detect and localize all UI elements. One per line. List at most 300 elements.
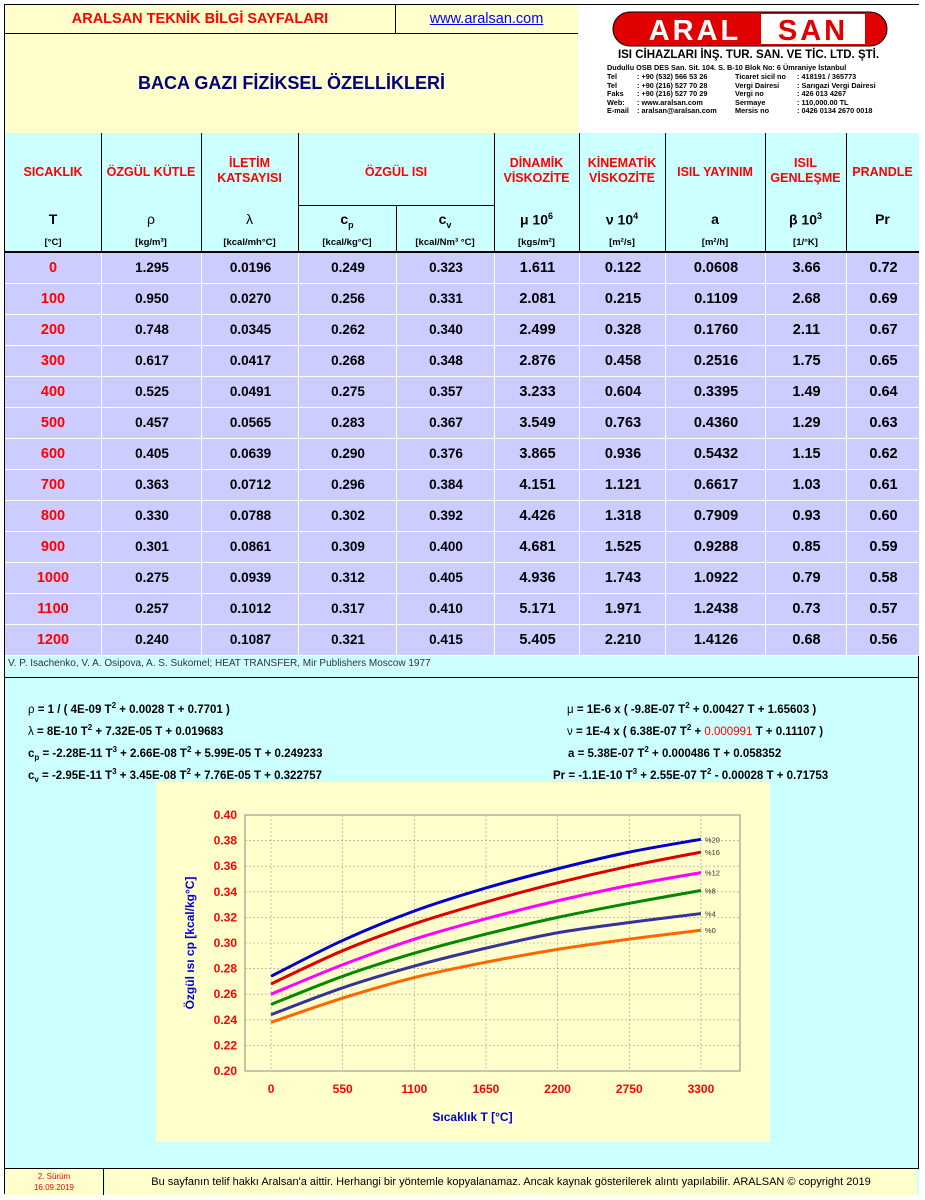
table-cell: 1.0922	[665, 563, 766, 593]
table-cell: 0.1012	[201, 594, 299, 624]
table-cell: 400	[40, 384, 66, 400]
series-label: %12	[704, 868, 720, 878]
contact-key: Sermaye	[735, 97, 766, 107]
formula-mu-sup: 2	[685, 701, 690, 710]
table-cell: 0.72	[846, 253, 920, 283]
column-divider	[494, 133, 495, 251]
header-ozgul-kutle: ÖZGÜL KÜTLE	[106, 165, 196, 179]
contact-info	[607, 73, 897, 116]
table-cell: 0.63	[846, 408, 920, 438]
table-cell: 900	[40, 539, 66, 555]
cp-cv-divider	[298, 205, 494, 206]
table-cell: 0.950	[101, 284, 202, 314]
formula-cp-sup3: 3	[112, 745, 117, 754]
contact-value: : +90 (216) 527 70 29	[637, 89, 708, 99]
contact-key: Web:	[607, 97, 625, 107]
table-cell: 0.60	[846, 501, 920, 531]
cp-chart-svg	[156, 782, 770, 1142]
version-date: 16.09.2019	[33, 1183, 75, 1192]
table-cell: 0	[48, 260, 58, 276]
contact-key: Vergi Dairesi	[735, 80, 780, 90]
symbol-pr: Pr	[875, 211, 890, 227]
logo-text-san: SAN	[777, 15, 849, 47]
header-iletim-line2: KATSAYISI	[217, 171, 282, 185]
table-row	[5, 346, 919, 377]
contact-key: Tel	[607, 72, 618, 81]
table-cell: 0.79	[765, 563, 847, 593]
symbol-beta	[765, 211, 846, 228]
x-tick-label: 3300	[687, 1082, 715, 1096]
formula-rho-lhs: ρ	[28, 703, 35, 716]
unit-label: [kcal/Nm³ °C]	[415, 237, 475, 248]
formula-mu-lhs: μ	[567, 703, 574, 716]
table-cell: 0.0939	[201, 563, 299, 593]
formula-nu	[567, 723, 823, 738]
contact-value: : 0426 0134 2670 0018	[797, 106, 873, 116]
reference-citation: V. P. Isachenko, V. A. Osipova, A. S. Sukomel; HEAT TRANSFER, Mir Publishers Moscow 1977	[8, 658, 431, 669]
contact-value: : 426 013 4267	[797, 89, 847, 99]
symbol-mu-base: μ 10	[519, 211, 548, 228]
table-cell: 0.323	[396, 253, 495, 283]
table-cell: 0.0270	[201, 284, 299, 314]
contact-value: : +90 (532) 566 53 26	[637, 72, 708, 81]
header-prandle: PRANDLE	[852, 165, 913, 179]
y-tick-label: 0.36	[213, 859, 237, 874]
unit-label: [m²/s]	[609, 237, 635, 248]
header-dinamik-line2: VİSKOZİTE	[503, 171, 570, 185]
header-sicaklik: SICAKLIK	[23, 165, 83, 179]
table-cell: 0.363	[101, 470, 202, 500]
footer	[5, 1168, 919, 1195]
contact-value: : www.aralsan.com	[637, 97, 703, 107]
formula-cv-sup3: 3	[112, 767, 117, 776]
table-cell: 0.290	[298, 439, 397, 469]
table-cell: 0.309	[298, 532, 397, 562]
table-cell: 4.681	[494, 532, 580, 562]
x-tick-label: 0	[267, 1082, 275, 1096]
header-isil-genlesme	[765, 156, 846, 186]
table-cell: 4.936	[494, 563, 580, 593]
unit-label: [kcal/mh°C]	[223, 237, 276, 248]
table-cell: 0.0861	[201, 532, 299, 562]
formula-cp-b: + 2.66E-08 T	[116, 747, 187, 760]
table-cell: 0.6617	[665, 470, 766, 500]
table-cell: 0.604	[579, 377, 666, 407]
table-cell: 0.400	[396, 532, 495, 562]
header-kinematik-line1: KİNEMATİK	[587, 156, 657, 170]
table-row	[5, 253, 919, 284]
formula-rho-a: = 1 / ( 4E-09 T	[34, 703, 112, 716]
table-cell: 0.2516	[665, 346, 766, 376]
header-isil-genlesme-line2: GENLEŞME	[770, 171, 841, 185]
table-cell: 0.302	[298, 501, 397, 531]
formula-lambda-lhs: λ	[28, 725, 34, 738]
symbol-cv-sub: v	[446, 219, 452, 230]
formula-nu-lhs: ν	[567, 725, 573, 738]
column-divider	[579, 133, 580, 251]
formula-pr-sup2: 2	[707, 767, 712, 776]
table-cell: 0.3395	[665, 377, 766, 407]
table-cell: 0.0565	[201, 408, 299, 438]
table-cell: 0.1109	[665, 284, 766, 314]
formulas-section	[5, 677, 919, 793]
table-cell: 4.426	[494, 501, 580, 531]
formula-cv-sup2: 2	[186, 767, 191, 776]
table-cell: 0.122	[579, 253, 666, 283]
table-cell: 0.9288	[665, 532, 766, 562]
table-cell: 3.66	[765, 253, 847, 283]
formula-pr-sup3: 3	[632, 767, 638, 776]
table-cell: 1.03	[765, 470, 847, 500]
formula-cv-b: + 3.45E-08 T	[116, 769, 187, 782]
table-cell: 2.876	[494, 346, 580, 376]
table-cell: 2.081	[494, 284, 580, 314]
formula-pr-c: - 0.00028 T + 0.71753	[711, 769, 829, 782]
symbol-lambda: λ	[246, 211, 253, 227]
table-cell: 0.93	[765, 501, 847, 531]
table-cell: 2.11	[765, 315, 847, 345]
series-label: %8	[704, 886, 716, 896]
table-cell: 0.301	[101, 532, 202, 562]
y-tick-label: 0.24	[213, 1012, 237, 1027]
x-tick-label: 2200	[544, 1082, 571, 1096]
y-axis-title: Özgül ısı cp [kcal/kg°C]	[183, 876, 197, 1010]
table-cell: 1.971	[579, 594, 666, 624]
symbol-t: T	[48, 211, 58, 227]
contact-row	[607, 107, 897, 116]
symbol-cp-sub: p	[348, 219, 354, 230]
symbol-beta-base: β 10	[788, 211, 817, 228]
y-tick-label: 0.38	[213, 833, 237, 848]
header-dinamik	[494, 156, 579, 186]
symbol-nu	[579, 211, 665, 228]
table-cell: 1.4126	[665, 625, 766, 655]
y-tick-label: 0.30	[213, 936, 237, 950]
symbol-cv-base: c	[438, 211, 447, 227]
table-cell: 0.457	[101, 408, 202, 438]
table-cell: 0.415	[396, 625, 495, 655]
table-cell: 0.1087	[201, 625, 299, 655]
table-cell: 1.2438	[665, 594, 766, 624]
table-cell: 0.0639	[201, 439, 299, 469]
table-row	[5, 625, 919, 656]
table-cell: 0.283	[298, 408, 397, 438]
table-cell: 0.376	[396, 439, 495, 469]
table-cell: 1100	[37, 601, 69, 617]
y-tick-label: 0.40	[213, 808, 237, 822]
table-cell: 0.67	[846, 315, 920, 345]
company-address: Dudullu OSB DES San. Sit. 104. S. B-10 Blok No: 6 Ümraniye İstanbul	[607, 63, 847, 72]
table-cell: 0.617	[101, 346, 202, 376]
series-label: %0	[704, 926, 716, 936]
table-cell: 0.68	[765, 625, 847, 655]
formula-rho	[28, 701, 230, 716]
table-header	[5, 133, 919, 251]
symbol-mu-sup: 6	[548, 211, 554, 221]
symbol-beta-sup: 3	[817, 211, 823, 221]
table-cell: 0.268	[298, 346, 397, 376]
table-row	[5, 594, 919, 625]
symbol-cp-base: c	[340, 211, 349, 227]
table-cell: 0.4360	[665, 408, 766, 438]
table-cell: 0.57	[846, 594, 920, 624]
table-cell: 1.29	[765, 408, 847, 438]
table-cell: 2.68	[765, 284, 847, 314]
table-cell: 0.275	[298, 377, 397, 407]
contact-value: : Sarıgazi Vergi Dairesi	[797, 80, 876, 90]
table-cell: 1.49	[765, 377, 847, 407]
header-iletim	[201, 156, 298, 186]
table-cell: 0.748	[101, 315, 202, 345]
series-label: %4	[704, 909, 716, 919]
symbol-cp	[298, 211, 396, 230]
company-full-name: ISI CİHAZLARI İNŞ. TUR. SAN. VE TİC. LTD. ŞTİ.	[617, 49, 880, 61]
table-cell: 0.405	[101, 439, 202, 469]
table-cell: 0.0417	[201, 346, 299, 376]
company-info-box	[578, 5, 919, 134]
table-cell: 0.331	[396, 284, 495, 314]
table-cell: 1.295	[101, 253, 202, 283]
table-cell: 0.5432	[665, 439, 766, 469]
table-cell: 0.357	[396, 377, 495, 407]
contact-key: Tel	[607, 80, 618, 90]
table-cell: 3.865	[494, 439, 580, 469]
table-cell: 0.458	[579, 346, 666, 376]
header-isil-genlesme-line1: ISIL	[794, 156, 817, 170]
table-cell: 0.61	[846, 470, 920, 500]
table-row	[5, 377, 919, 408]
table-cell: 0.56	[846, 625, 920, 655]
formula-cp-a: = -2.28E-11 T	[39, 747, 113, 760]
column-divider	[201, 133, 202, 251]
table-cell: 300	[40, 353, 66, 369]
formula-a	[568, 745, 781, 760]
aralsan-logo	[611, 10, 889, 48]
x-tick-label: 1650	[472, 1082, 500, 1096]
formula-cv-lhs: c	[28, 769, 35, 782]
table-cell: 100	[40, 291, 66, 307]
contact-key: Mersis no	[735, 106, 770, 116]
contact-key: E-mail	[607, 106, 629, 116]
formula-rho-b: + 0.0028 T + 0.7701 )	[116, 703, 230, 716]
formula-mu-b: + 0.00427 T + 1.65603 )	[689, 703, 817, 716]
table-cell: 1.525	[579, 532, 666, 562]
table-cell: 0.257	[101, 594, 202, 624]
table-cell: 600	[40, 446, 66, 462]
y-tick-label: 0.22	[213, 1038, 237, 1053]
table-cell: 5.171	[494, 594, 580, 624]
symbol-nu-sup: 4	[633, 211, 639, 221]
contact-value: : 418191 / 365773	[797, 72, 857, 81]
series-label: %20	[704, 835, 720, 845]
table-cell: 3.233	[494, 377, 580, 407]
x-tick-label: 2750	[615, 1082, 643, 1096]
column-divider	[846, 133, 847, 251]
x-tick-label: 1100	[401, 1082, 428, 1096]
contact-value: : aralsan@aralsan.com	[637, 106, 717, 116]
table-row	[5, 408, 919, 439]
table-cell: 0.215	[579, 284, 666, 314]
symbol-nu-base: ν 10	[605, 211, 634, 228]
formula-a-b: + 0.000486 T + 0.058352	[648, 747, 782, 760]
formula-lambda-sup: 2	[87, 723, 93, 732]
table-cell: 0.69	[846, 284, 920, 314]
table-cell: 0.275	[101, 563, 202, 593]
header-left	[5, 5, 579, 134]
table-cell: 0.321	[298, 625, 397, 655]
formula-lambda	[28, 723, 223, 738]
table-cell: 0.936	[579, 439, 666, 469]
table-cell: 0.59	[846, 532, 920, 562]
formula-cp-lhs: c	[28, 747, 35, 760]
table-cell: 0.85	[765, 532, 847, 562]
table-cell: 1.15	[765, 439, 847, 469]
table-cell: 1.743	[579, 563, 666, 593]
copyright-notice: Bu sayfanın telif hakkı Aralsan'a aittir. Herhangi bir yöntemle kopyalanamaz. Ancak kaynak gösterilerek alıntı yapılabilir. ARALSAN © copyright 2019	[105, 1169, 917, 1195]
unit-label: [kgs/m²]	[518, 237, 555, 248]
table-cell: 0.240	[101, 625, 202, 655]
table-row	[5, 439, 919, 470]
table-cell: 0.0196	[201, 253, 299, 283]
contact-value: : +90 (216) 527 70 28	[637, 80, 708, 90]
symbol-cv	[396, 211, 494, 230]
formula-lambda-b: + 7.32E-05 T + 0.019683	[92, 725, 224, 738]
table-cell: 0.65	[846, 346, 920, 376]
version-label: 2. Sürüm	[37, 1172, 71, 1181]
table-cell: 0.392	[396, 501, 495, 531]
column-divider	[101, 133, 102, 251]
table-cell: 700	[40, 477, 66, 493]
formula-pr-b: + 2.55E-07 T	[637, 769, 708, 782]
table-row	[5, 532, 919, 563]
column-divider	[298, 133, 299, 251]
table-cell: 0.312	[298, 563, 397, 593]
y-tick-label: 0.28	[213, 961, 237, 976]
formula-cv-a: = -2.95E-11 T	[38, 769, 113, 782]
logo-text-aral: ARAL	[648, 15, 742, 47]
formula-cv-c: + 7.76E-05 T + 0.322757	[190, 769, 323, 782]
y-tick-label: 0.32	[213, 910, 237, 925]
formula-cp	[28, 745, 322, 762]
table-cell: 0.0608	[665, 253, 766, 283]
x-tick-label: 550	[332, 1082, 353, 1096]
formula-rho-sup: 2	[111, 701, 117, 710]
table-cell: 800	[40, 508, 66, 524]
series-label: %16	[704, 848, 720, 858]
x-axis-title: Sıcaklık T [°C]	[432, 1110, 513, 1124]
table-cell: 0.256	[298, 284, 397, 314]
formula-pr-a: = -1.1E-10 T	[565, 769, 633, 782]
company-heading: ARALSAN TEKNİK BİLGİ SAYFALARI	[5, 5, 396, 33]
contact-key: Faks	[607, 89, 624, 99]
formula-nu-c: T + 0.11107 )	[752, 725, 824, 738]
formula-pr-lhs: Pr	[553, 769, 566, 782]
table-cell: 4.151	[494, 470, 580, 500]
table-cell: 1.75	[765, 346, 847, 376]
table-cell: 0.330	[101, 501, 202, 531]
unit-label: [kcal/kg°C]	[322, 237, 372, 248]
table-cell: 200	[40, 322, 66, 338]
table-cell: 0.0788	[201, 501, 299, 531]
formula-lambda-a: = 8E-10 T	[33, 725, 88, 738]
table-cell: 3.549	[494, 408, 580, 438]
table-cell: 1.318	[579, 501, 666, 531]
table-cell: 1200	[36, 632, 70, 648]
formula-cp-sub: p	[34, 753, 40, 763]
table-cell: 0.7909	[665, 501, 766, 531]
formula-cp-sup2: 2	[186, 745, 192, 754]
table-cell: 0.58	[846, 563, 920, 593]
header-kinematik	[579, 156, 665, 186]
formula-cv-sub: v	[34, 775, 39, 785]
table-cell: 2.499	[494, 315, 580, 345]
table-row	[5, 501, 919, 532]
formula-pr	[553, 767, 828, 782]
table-row	[5, 563, 919, 594]
table-cell: 0.410	[396, 594, 495, 624]
data-sheet	[4, 4, 919, 1194]
table-cell: 0.340	[396, 315, 495, 345]
page-title: BACA GAZI FİZİKSEL ÖZELLİKLERİ	[138, 73, 445, 93]
symbol-mu	[494, 211, 579, 228]
column-divider	[765, 133, 766, 251]
table-cell: 0.0345	[201, 315, 299, 345]
website-link[interactable]: www.aralsan.com	[429, 11, 544, 27]
contact-key: Vergi no	[735, 89, 764, 99]
table-cell: 0.62	[846, 439, 920, 469]
table-cell: 0.348	[396, 346, 495, 376]
header-kinematik-line2: VİSKOZİTE	[589, 171, 655, 185]
contact-value: : 110,000.00 TL	[797, 97, 849, 107]
header-ozgul-isi: ÖZGÜL ISI	[364, 165, 428, 179]
unit-label: [kg/m³]	[135, 237, 167, 248]
table-cell: 0.384	[396, 470, 495, 500]
header-top-bar	[5, 5, 578, 34]
table-cell: 0.405	[396, 563, 495, 593]
table-cell: 0.367	[396, 408, 495, 438]
table-cell: 0.0491	[201, 377, 299, 407]
table-cell: 2.210	[579, 625, 666, 655]
header-isil-yayinim: ISIL YAYINIM	[677, 165, 753, 179]
y-tick-label: 0.20	[213, 1064, 237, 1078]
table-cell: 0.763	[579, 408, 666, 438]
formula-mu-a: = 1E-6 x ( -9.8E-07 T	[573, 703, 686, 716]
column-divider	[665, 133, 666, 251]
formula-nu-sup: 2	[686, 723, 692, 732]
y-tick-label: 0.34	[213, 884, 237, 899]
formula-mu	[567, 701, 816, 716]
table-cell: 1000	[36, 570, 70, 586]
contact-key: Ticaret sicil no	[735, 72, 786, 81]
table-cell: 500	[40, 415, 66, 431]
table-row	[5, 284, 919, 315]
table-cell: 5.405	[494, 625, 580, 655]
unit-label: [1/°K]	[793, 237, 818, 248]
table-cell: 0.525	[101, 377, 202, 407]
symbol-rho: ρ	[147, 211, 155, 227]
table-cell: 0.73	[765, 594, 847, 624]
table-cell: 1.121	[579, 470, 666, 500]
table-cell: 0.296	[298, 470, 397, 500]
y-tick-label: 0.26	[213, 987, 237, 1002]
cp-chart	[156, 782, 770, 1142]
symbol-a: a	[711, 211, 719, 227]
table-body	[5, 251, 919, 656]
formula-a-lhs: a	[568, 747, 575, 760]
table-row	[5, 470, 919, 501]
formula-nu-red: 0.000991	[704, 725, 753, 738]
unit-label: [°C]	[44, 237, 62, 248]
